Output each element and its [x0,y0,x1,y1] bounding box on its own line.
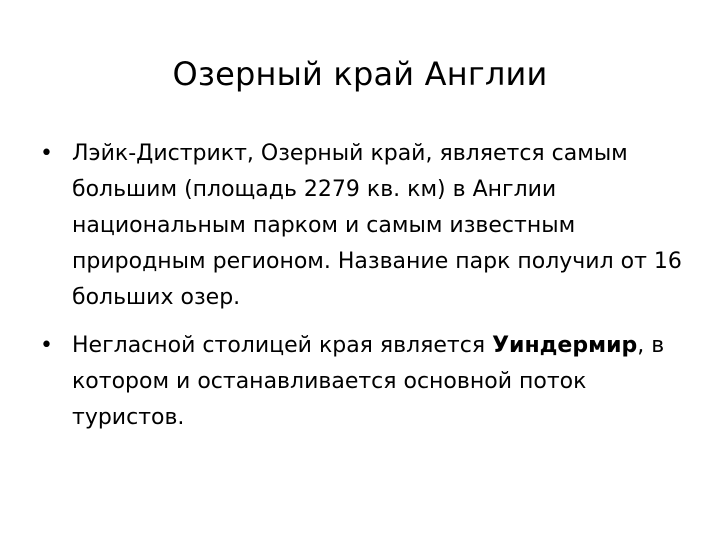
bullet-item [36,328,686,436]
bullet-bold-text: Уиндермир [492,333,638,358]
bullet-item [36,136,686,316]
bullet-list [36,136,686,448]
bullet-text-after: , в котором и останавливается основной поток туристов. [72,333,665,430]
bullet-icon: • [40,333,53,358]
bullet-text-before: Негласной столицей края является [72,333,493,358]
bullet-text: Лэйк-Дистрикт, Озерный край, является самым большим (площадь 2279 кв. км) в Англии национальным парком и самым известным природным регионом. Название парк получил от 16 больших озер. [72,141,682,310]
slide-title: Озерный край Англии [172,55,548,93]
bullet-icon: • [40,141,53,166]
